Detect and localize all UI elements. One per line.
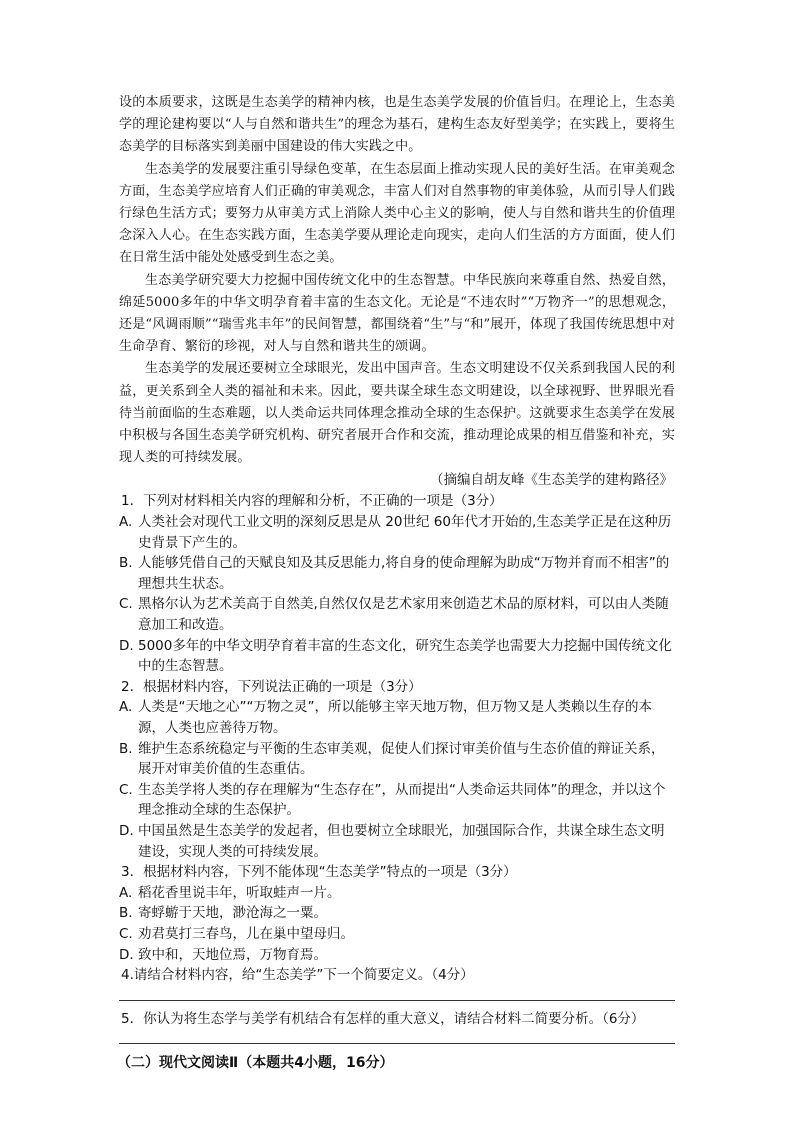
option-letter: D.: [119, 637, 134, 654]
option-letter: D.: [119, 946, 134, 963]
answer-line: [119, 1043, 675, 1044]
option-a: [119, 512, 675, 553]
reading-passage: [119, 92, 675, 469]
option-text: 致中和，天地位焉，万物育焉。: [138, 946, 327, 963]
option-letter: A.: [119, 514, 133, 531]
passage-paragraph-4: 生态美学的发展还要树立全球眼光，发出中国声音。生态文明建设不仅关系到我国人民的利益，更关系到全人类的福祉和未来。因此，要共谋全球生态文明建设，以全球视野、世界眼光看待当前面临的生态难题，以人类命运共同体理念推动全球的生态保护。这就要求生态美学在发展中积极与各国生态美学研究机构、研究者展开合作和交流，推动理论成果的相互借鉴和补充，实现人类的可持续发展。: [119, 361, 675, 466]
option-text: 人能够凭借自己的天赋良知及其反思能力,将自身的使命理解为助成“万物并育而不相害”的理想共生状态。: [138, 555, 670, 592]
option-a: [119, 697, 675, 738]
option-letter: C.: [119, 596, 133, 613]
option-text: 黑格尔认为艺术美高于自然美,自然仅仅是艺术家用来创造艺术品的原材料，可以由人类随意加工和改造。: [138, 596, 669, 634]
option-text: 5000多年的中华文明孕育着丰富的生态文化，研究生态美学也需要大力挖掘中国传统文化中的生态智慧。: [138, 637, 672, 675]
question-stem: 1．下列对材料相关内容的理解和分析，不正确的一项是（3分）: [121, 493, 503, 510]
option-letter: D.: [119, 822, 134, 839]
option-letter: B.: [119, 555, 133, 572]
option-a: [119, 883, 675, 904]
option-letter: B.: [119, 905, 133, 922]
option-b: [119, 903, 675, 924]
option-text: 生态美学将人类的存在理解为“生态存在”，从而提出“人类命运共同体”的理念，并以这个理念推动全球的生态保护。: [138, 781, 666, 819]
question-2: [119, 677, 675, 862]
question-4: [119, 965, 675, 1001]
option-text: 维护生态系统稳定与平衡的生态审美观，促使人们探讨审美价值与生态价值的辩证关系，展开对审美价值的生态重估。: [138, 740, 665, 778]
passage-paragraph-1: 设的本质要求，这既是生态美学的精神内核，也是生态美学发展的价值旨归。在理论上，生态美学的理论建构要以“人与自然和谐共生”的理念为基石，建构生态友好型美学；在实践上，要将生态美学的目标落实到美丽中国建设的伟大实践之中。: [119, 95, 675, 155]
option-c: [119, 594, 675, 635]
option-letter: B.: [119, 740, 133, 757]
question-list: [119, 491, 675, 1044]
question-stem: 5．你认为将生态学与美学有机结合有怎样的重大意义，请结合材料二简要分析。（6分）: [121, 1010, 645, 1027]
option-b: [119, 553, 675, 594]
option-c: [119, 924, 675, 945]
section-heading: （二）现代文阅读Ⅱ（本题共4小题，16分）: [117, 1055, 394, 1072]
question-1: [119, 491, 675, 676]
passage-source: （摘编自胡友峰《生态美学的建构路径》: [430, 472, 673, 489]
option-text: 寄蜉蝣于天地，渺沧海之一粟。: [138, 905, 327, 922]
option-c: [119, 780, 675, 821]
question-stem: 2．根据材料内容，下列说法正确的一项是（3分）: [121, 678, 422, 695]
question-5: [119, 1009, 675, 1045]
question-stem: 3．根据材料内容，下列不能体现“生态美学”特点的一项是（3分）: [121, 864, 517, 881]
answer-line: [119, 1000, 675, 1001]
passage-paragraph-3: 生态美学研究要大力挖掘中国传统文化中的生态智慧。中华民族向来尊重自然、热爱自然，绵延5000多年的中华文明孕育着丰富的生态文化。无论是“不违农时”“万物齐一”的思想观念，还是“风调雨顺”“瑞雪兆丰年”的民间智慧，都围绕着“生”与“和”展开，体现了我国传统思想中对生命孕育、繁衍的珍视，对人与自然和谐共生的颂调。: [119, 272, 675, 355]
option-text: 劝君莫打三春鸟，儿在巢中望母归。: [138, 925, 354, 942]
option-d: [119, 821, 675, 862]
option-text: 中国虽然是生态美学的发起者，但也要树立全球眼光，加强国际合作，共谋全球生态文明建设，实现人类的可持续发展。: [138, 822, 665, 860]
option-text: 人类社会对现代工业文明的深刻反思是从 20世纪 60年代才开始的,生态美学正是在这种历史背景下产生的。: [138, 514, 672, 551]
exam-page: [119, 92, 675, 1074]
option-letter: A.: [119, 884, 133, 901]
option-letter: C.: [119, 925, 133, 942]
passage-paragraph-2: 生态美学的发展要注重引导绿色变革，在生态层面上推动实现人民的美好生活。在审美观念方面，生态美学应培育人们正确的审美观念，丰富人们对自然事物的审美体验，从而引导人们践行绿色生活方式；要努力从审美方式上消除人类中心主义的影响，使人与自然和谐共生的价值理念深入人心。在生态实践方面，生态美学要从理论走向现实，走向人们生活的方方面面，使人们在日常生活中能处处感受到生态之美。: [119, 161, 675, 266]
option-b: [119, 739, 675, 780]
question-3: [119, 862, 675, 965]
option-d: [119, 636, 675, 677]
option-text: 稻花香里说丰年，听取蛙声一片。: [138, 884, 341, 901]
question-stem: 4.请结合材料内容，给“生态美学”下一个简要定义。（4分）: [121, 967, 474, 984]
option-letter: C.: [119, 781, 133, 798]
option-d: [119, 945, 675, 966]
option-letter: A.: [119, 699, 133, 716]
option-text: 人类是“天地之心”“万物之灵”，所以能够主宰天地万物，但万物又是人类赖以生存的本源，人类也应善待万物。: [138, 699, 652, 736]
